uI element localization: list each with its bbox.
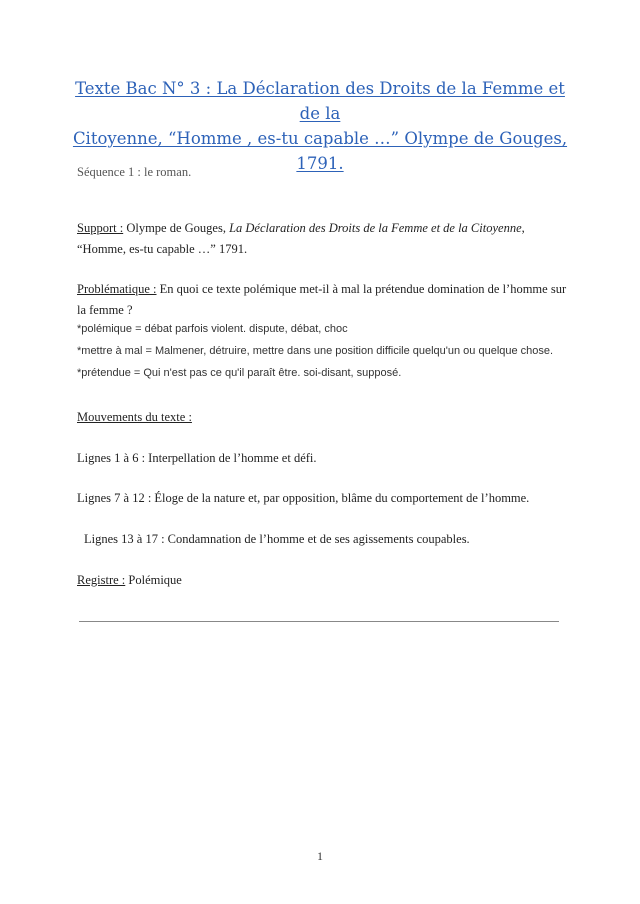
registre-value: Polémique (125, 573, 182, 587)
support-author: Olympe de Gouges, (123, 221, 230, 235)
horizontal-rule (79, 621, 559, 622)
mouvement-item-1: Lignes 1 à 6 : Interpellation de l’homme et défi. (77, 451, 317, 465)
definition-polemique: *polémique = débat parfois violent. dispute, débat, choc (77, 323, 348, 335)
problematique-label: Problématique : (77, 282, 157, 296)
title-line-2[interactable]: Citoyenne, “Homme , es-tu capable …” Olympe de Gouges, 1791. (72, 129, 568, 173)
registre-label: Registre : (77, 573, 126, 587)
definition-mettre-a-mal: *mettre à mal = Malmener, détruire, mettre dans une position difficile quelqu'un ou quelque chose. (77, 345, 554, 357)
registre-line (77, 571, 182, 589)
support-rest: , “Homme, es-tu capable …” 1791. (77, 221, 525, 256)
definition-pretendue: *prétendue = Qui n'est pas ce qu'il paraît être. soi-disant, supposé. (77, 367, 402, 379)
support-work-title: La Déclaration des Droits de la Femme et de la Citoyenne (229, 221, 522, 235)
title-line-1[interactable]: Texte Bac N° 3 : La Déclaration des Droits de la Femme et de la (75, 79, 565, 123)
mouvements-heading: Mouvements du texte : (77, 410, 192, 424)
problematique-paragraph (77, 279, 567, 321)
problematique-text: En quoi ce texte polémique met-il à mal la prétendue domination de l’homme sur la femme ? (77, 282, 567, 317)
support-label: Support : (77, 221, 124, 235)
mouvement-item-2: Lignes 7 à 12 : Éloge de la nature et, par opposition, blâme du comportement de l’homme. (77, 491, 530, 505)
document-title[interactable] (70, 76, 570, 176)
mouvement-item-3: Lignes 13 à 17 : Condamnation de l’homme et de ses agissements coupables. (84, 532, 470, 546)
page-number: 1 (317, 849, 323, 863)
support-paragraph (77, 218, 567, 260)
sequence-line: Séquence 1 : le roman. (77, 165, 192, 179)
